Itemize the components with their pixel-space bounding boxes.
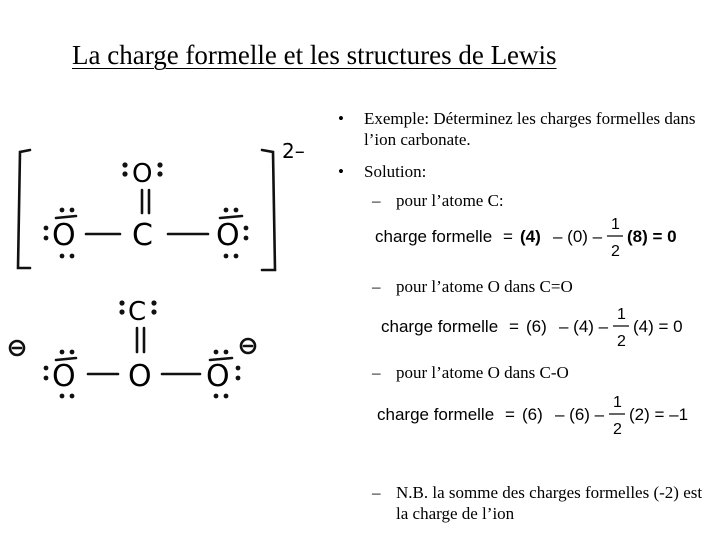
svg-text:2: 2 (617, 333, 626, 350)
sub-item-text: pour l’atome C: (396, 191, 504, 210)
svg-text:(6): (6) (526, 317, 547, 336)
equation-o-double (381, 302, 701, 357)
bottom-o-left: O (52, 359, 76, 394)
svg-text:(2) = –1: (2) = –1 (629, 405, 689, 424)
equation-carbon (375, 212, 695, 267)
bottom-o-double: C (128, 297, 147, 327)
svg-text:1: 1 (617, 306, 626, 323)
top-c: C (132, 218, 153, 253)
svg-text:=: = (505, 405, 515, 424)
svg-text:(6): (6) (522, 405, 543, 424)
svg-text:1: 1 (613, 394, 622, 411)
svg-text:2: 2 (613, 421, 622, 438)
eq-label: charge formelle (375, 227, 493, 246)
svg-text:=: = (503, 227, 513, 246)
right-bracket (262, 150, 275, 270)
eq-label: charge formelle (377, 405, 495, 424)
eq-label: charge formelle (381, 317, 499, 336)
top-o-right: O (216, 218, 240, 253)
bullet-dot: • (338, 109, 344, 128)
svg-text:(8) = 0: (8) = 0 (627, 227, 677, 246)
svg-text:(4) = 0: (4) = 0 (633, 317, 683, 336)
svg-text:– (4) –: – (4) – (559, 317, 609, 336)
sub-item-text: N.B. la somme des charges formelles (-2) est la charge de l’ion (396, 483, 703, 523)
bullet-text: Solution: (364, 162, 427, 181)
svg-text:=: = (509, 317, 519, 336)
sub-item-text: pour l’atome O dans C-O (396, 363, 569, 382)
bullet-dot: • (338, 162, 344, 181)
sub-item-text: pour l’atome O dans C=O (396, 277, 573, 296)
left-bracket (18, 150, 30, 268)
svg-text:1: 1 (611, 216, 620, 233)
svg-text:(4): (4) (520, 227, 541, 246)
lewis-structures-drawing (0, 110, 330, 410)
equation-o-single (377, 390, 707, 445)
slide-title: La charge formelle et les structures de Lewis (72, 40, 557, 70)
svg-text:– (0) –: – (0) – (553, 227, 603, 246)
ion-charge-label: 2– (282, 139, 305, 163)
top-o-left: O (52, 218, 76, 253)
bottom-c: O (128, 359, 152, 394)
svg-text:– (6) –: – (6) – (555, 405, 605, 424)
bottom-o-right: O (206, 359, 230, 394)
top-o-double: O (132, 159, 153, 189)
svg-text:2: 2 (611, 243, 620, 260)
bullet-text: Exemple: Déterminez les charges formelles dans l’ion carbonate. (364, 109, 696, 149)
